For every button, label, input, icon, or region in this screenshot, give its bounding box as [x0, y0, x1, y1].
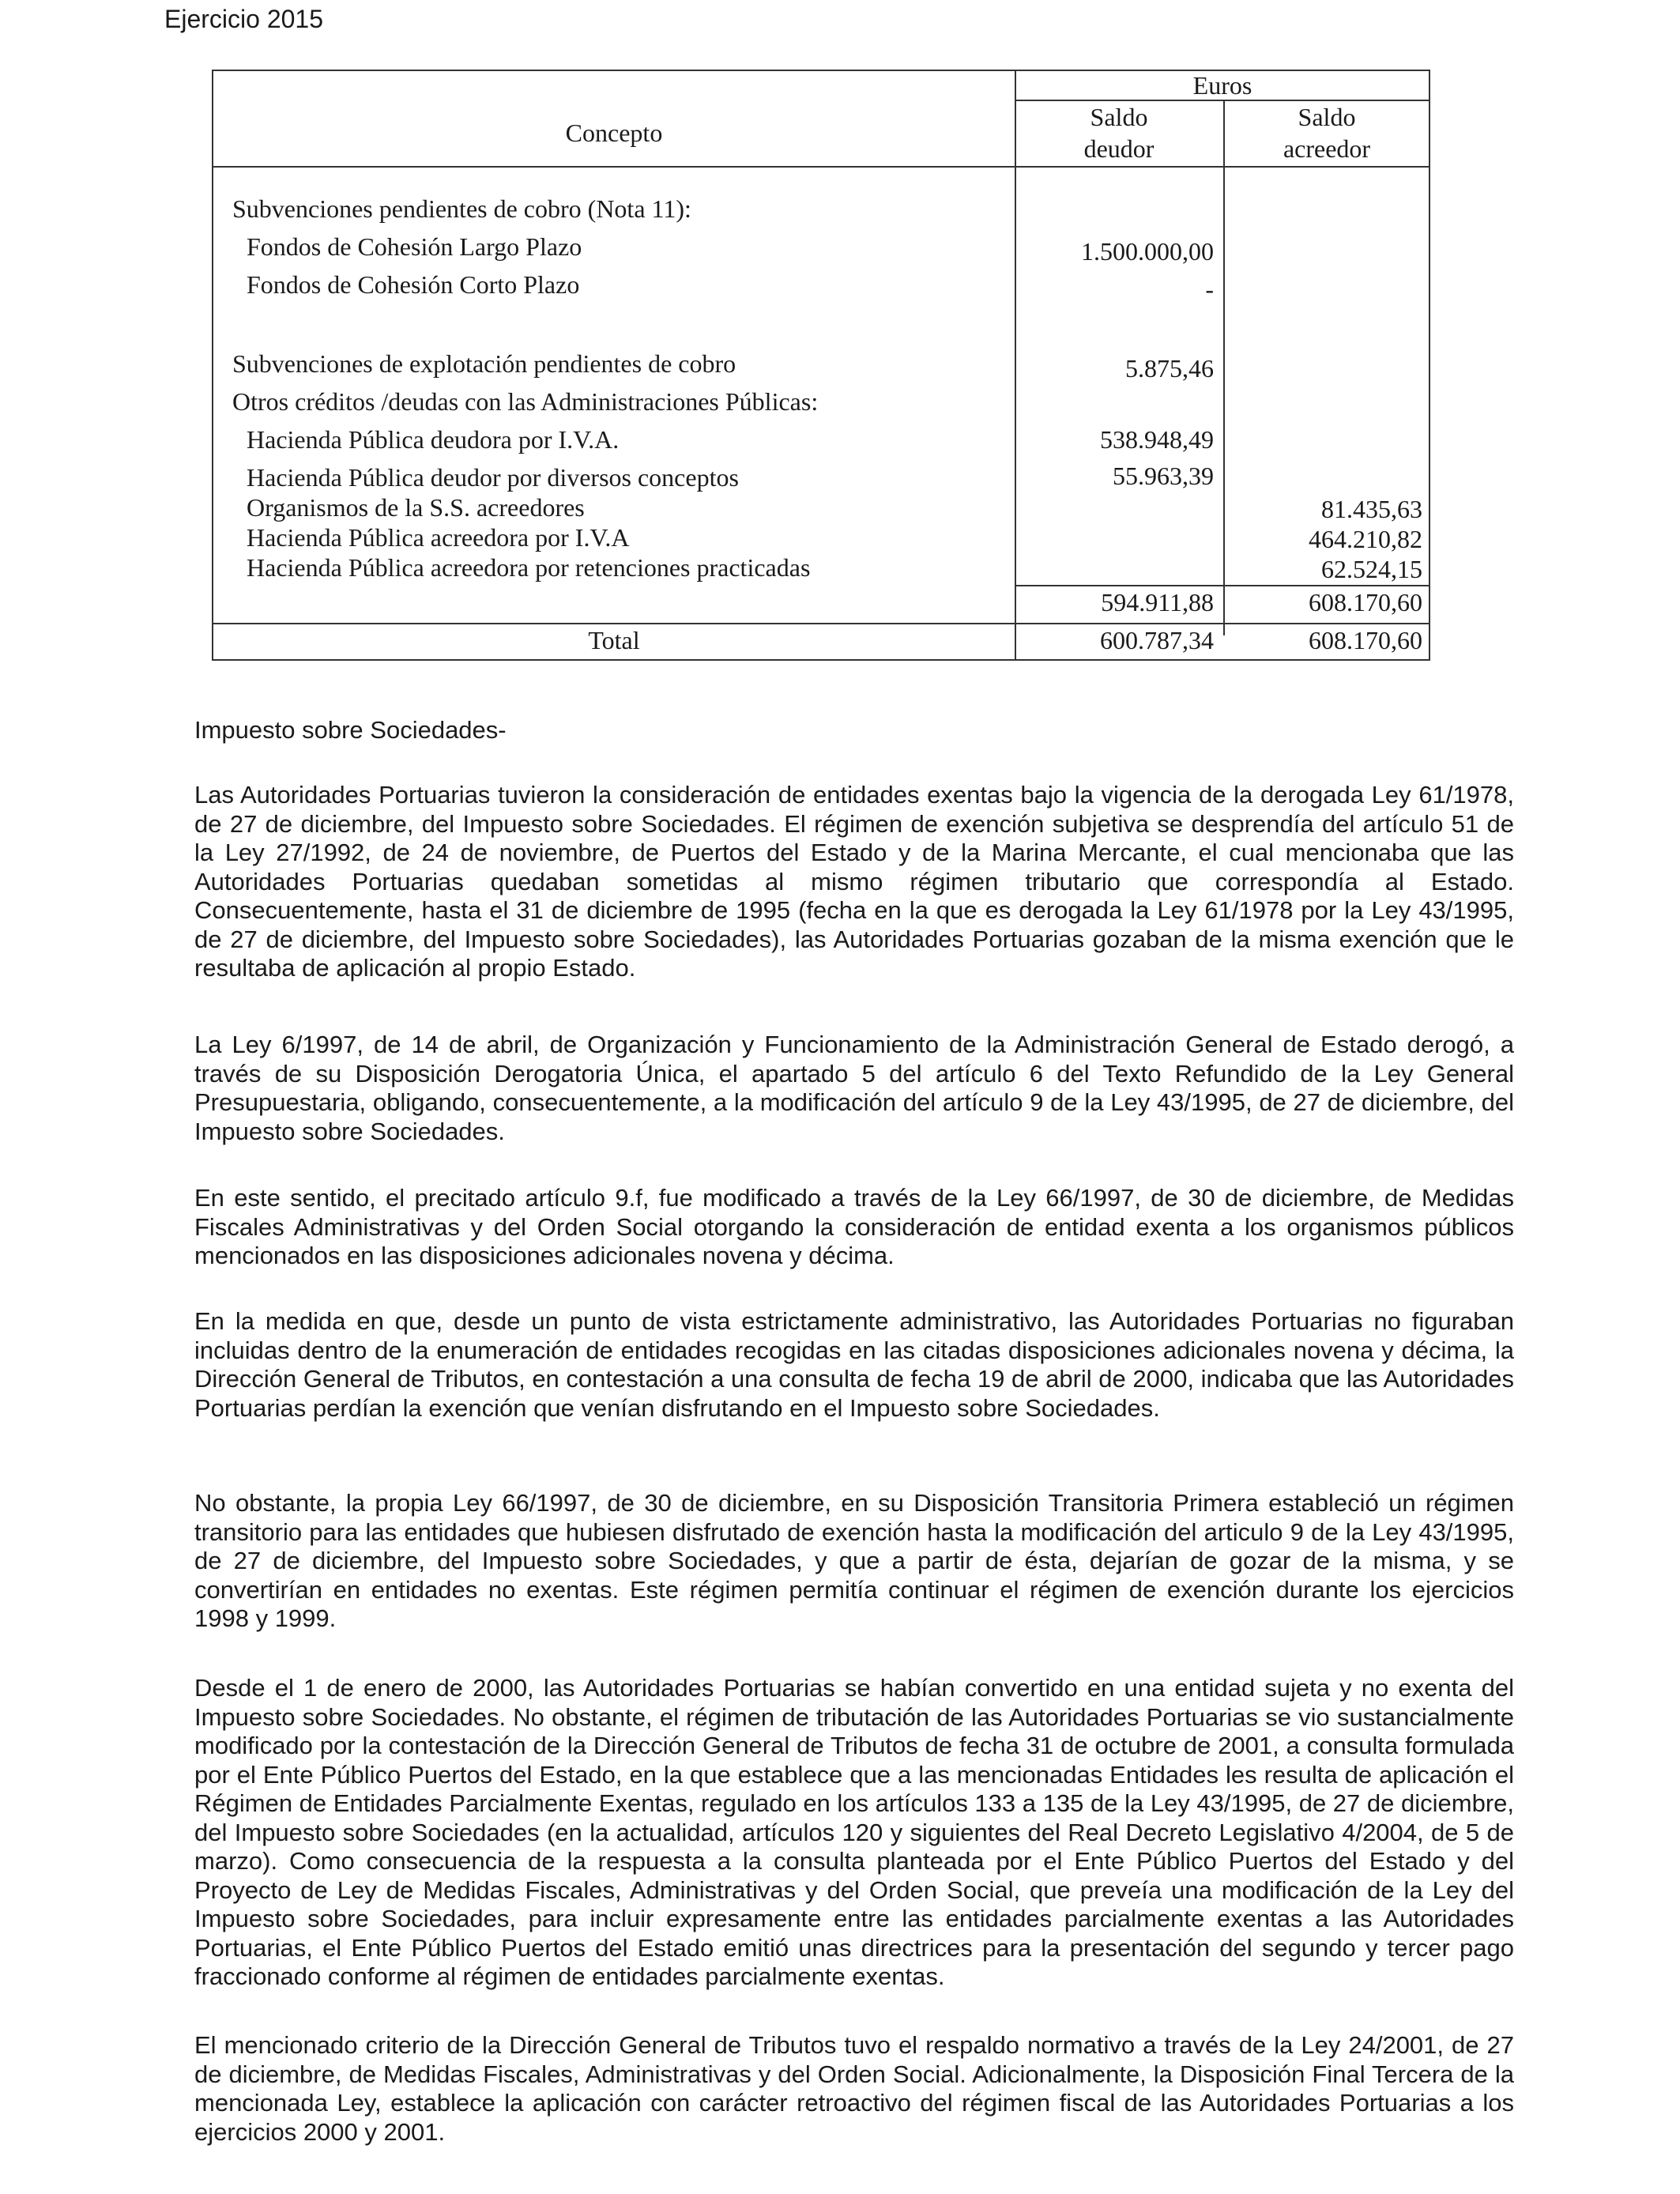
row-label: Fondos de Cohesión Largo Plazo	[247, 232, 582, 261]
debit-header-line1: Saldo	[1090, 103, 1148, 131]
paragraph: En este sentido, el precitado artículo 9.f, fue modificado a través de la Ley 66/1997, de 30 de diciembre, de Medidas Fiscales Administrativas y del Orden Social otorgando la consideración de entidad exenta a los organismos públicos mencionados en las disposiciones adicionales novena y décima.	[194, 1184, 1514, 1269]
row-label: Subvenciones de explotación pendientes de cobro	[232, 349, 736, 378]
paragraph: El mencionado criterio de la Dirección General de Tributos tuvo el respaldo normativo a través de la Ley 24/2001, de 27 de diciembre, de Medidas Fiscales, Administrativas y del Orden Social. Adicionalmente, la Disposición Final Tercera de la mencionada Ley, establece la aplicación con carácter retroactivo del régimen fiscal de las Autoridades Portuarias a los ejercicios 2000 y 2001.	[194, 2031, 1514, 2146]
row-debit: 1.500.000,00	[1081, 237, 1214, 266]
row-label: Organismos de la S.S. acreedores	[247, 493, 585, 522]
concept-header: Concepto	[565, 119, 663, 147]
header-bottom-line	[213, 166, 1430, 168]
row-label: Otros créditos /deudas con las Administraciones Públicas:	[232, 387, 819, 416]
paragraph: Desde el 1 de enero de 2000, las Autoridades Portuarias se habían convertido en una entidad sujeta y no exenta del Impuesto sobre Sociedades. No obstante, el régimen de tributación de las Autoridades Portuarias se vio sustancialmente modificado por la contestación de la Dirección General de Tributos de fecha 31 de octubre de 2001, a consulta formulada por el Ente Público Puertos del Estado, en la que establece que a las mencionadas Entidades les resulta de aplicación el Régimen de Entidades Parcialmente Exentas, regulado en los artículos 133 a 135 de la Ley 43/1995, de 27 de diciembre, del Impuesto sobre Sociedades (en la actualidad, artículos 120 y siguientes del Real Decreto Legislativo 4/2004, de 5 de marzo). Como consecuencia de la respuesta a la consulta planteada por el Ente Público Puertos del Estado y del Proyecto de Ley de Medidas Fiscales, Administrativas y del Orden Social, que preveía una modificación de la Ley del Impuesto sobre Sociedades, para incluir expresamente entre las entidades parcialmente exentas a las Autoridades Portuarias, el Ente Público Puertos del Estado emitió unas directrices para la presentación del segundo y tercer pago fraccionado conforme al régimen de entidades parcialmente exentas.	[194, 1674, 1514, 1990]
currency-header: Euros	[1192, 71, 1252, 100]
subtotal-credit: 608.170,60	[1309, 588, 1422, 616]
row-label: Hacienda Pública deudor por diversos conceptos	[247, 463, 739, 492]
balance-table	[212, 70, 1430, 661]
paragraph: Las Autoridades Portuarias tuvieron la consideración de entidades exentas bajo la vigencia de la derogada Ley 61/1978, de 27 de diciembre, del Impuesto sobre Sociedades. El régimen de exención subjetiva se desprendía del artículo 51 de la Ley 27/1992, de 24 de noviembre, de Puertos del Estado y de la Marina Mercante, el cual mencionaba que las Autoridades Portuarias quedaban sometidas al mismo régimen tributario que correspondía al Estado. Consecuentemente, hasta el 31 de diciembre de 1995 (fecha en la que es derogada la Ley 61/1978 por la Ley 43/1995, de 27 de diciembre, del Impuesto sobre Sociedades), las Autoridades Portuarias gozaban de la misma exención que le resultaba de aplicación al propio Estado.	[194, 781, 1514, 982]
debit-header-line2: deudor	[1083, 134, 1155, 163]
row-label: Fondos de Cohesión Corto Plazo	[247, 270, 580, 299]
row-label: Hacienda Pública acreedora por I.V.A	[247, 523, 630, 552]
total-line	[213, 623, 1430, 624]
row-credit: 81.435,63	[1321, 495, 1422, 523]
row-debit: 5.875,46	[1125, 354, 1214, 383]
subtotal-debit: 594.911,88	[1101, 588, 1214, 616]
paragraph: En la medida en que, desde un punto de vista estrictamente administrativo, las Autoridades Portuarias no figuraban incluidas dentro de la enumeración de entidades recogidas en las citadas disposiciones adicionales novena y décima, la Dirección General de Tributos, en contestación a una consulta de fecha 19 de abril de 2000, indicaba que las Autoridades Portuarias perdían la exención que venían disfrutando en el Impuesto sobre Sociedades.	[194, 1307, 1514, 1422]
total-debit: 600.787,34	[1100, 626, 1214, 654]
paragraph: La Ley 6/1997, de 14 de abril, de Organización y Funcionamiento de la Administración General de Estado derogó, a través de su Disposición Derogatoria Única, el apartado 5 del artículo 6 del Texto Refundido de la Ley General Presupuestaria, obligando, consecuentemente, a la modificación del artículo 9 de la Ley 43/1995, de 27 de diciembre, del Impuesto sobre Sociedades.	[194, 1031, 1514, 1145]
row-label: Subvenciones pendientes de cobro (Nota 11):	[232, 194, 691, 223]
total-credit: 608.170,60	[1309, 626, 1422, 654]
total-label: Total	[588, 626, 640, 654]
page-header: Ejercicio 2015	[164, 5, 323, 33]
subtotal-line	[1015, 585, 1430, 586]
paragraph: No obstante, la propia Ley 66/1997, de 30 de diciembre, en su Disposición Transitoria Primera estableció un régimen transitorio para las entidades que hubiesen disfrutado de exención hasta la modificación del articulo 9 de la Ley 43/1995, de 27 de diciembre, del Impuesto sobre Sociedades, y que a partir de ésta, dejarían de gozar de la misma, y se convertirían en entidades no exentas. Este régimen permitía continuar el régimen de exención durante los ejercicios 1998 y 1999.	[194, 1489, 1514, 1632]
row-debit: -	[1205, 275, 1214, 303]
credit-header-line2: acreedor	[1283, 134, 1371, 163]
credit-header-line1: Saldo	[1298, 103, 1356, 131]
row-debit: 55.963,39	[1113, 462, 1214, 490]
section-title: Impuesto sobre Sociedades-	[194, 716, 507, 744]
row-credit: 62.524,15	[1321, 555, 1422, 583]
row-label: Hacienda Pública deudora por I.V.A.	[247, 425, 620, 454]
row-debit: 538.948,49	[1100, 425, 1214, 454]
row-credit: 464.210,82	[1309, 525, 1422, 553]
row-label: Hacienda Pública acreedora por retenciones practicadas	[247, 553, 811, 582]
